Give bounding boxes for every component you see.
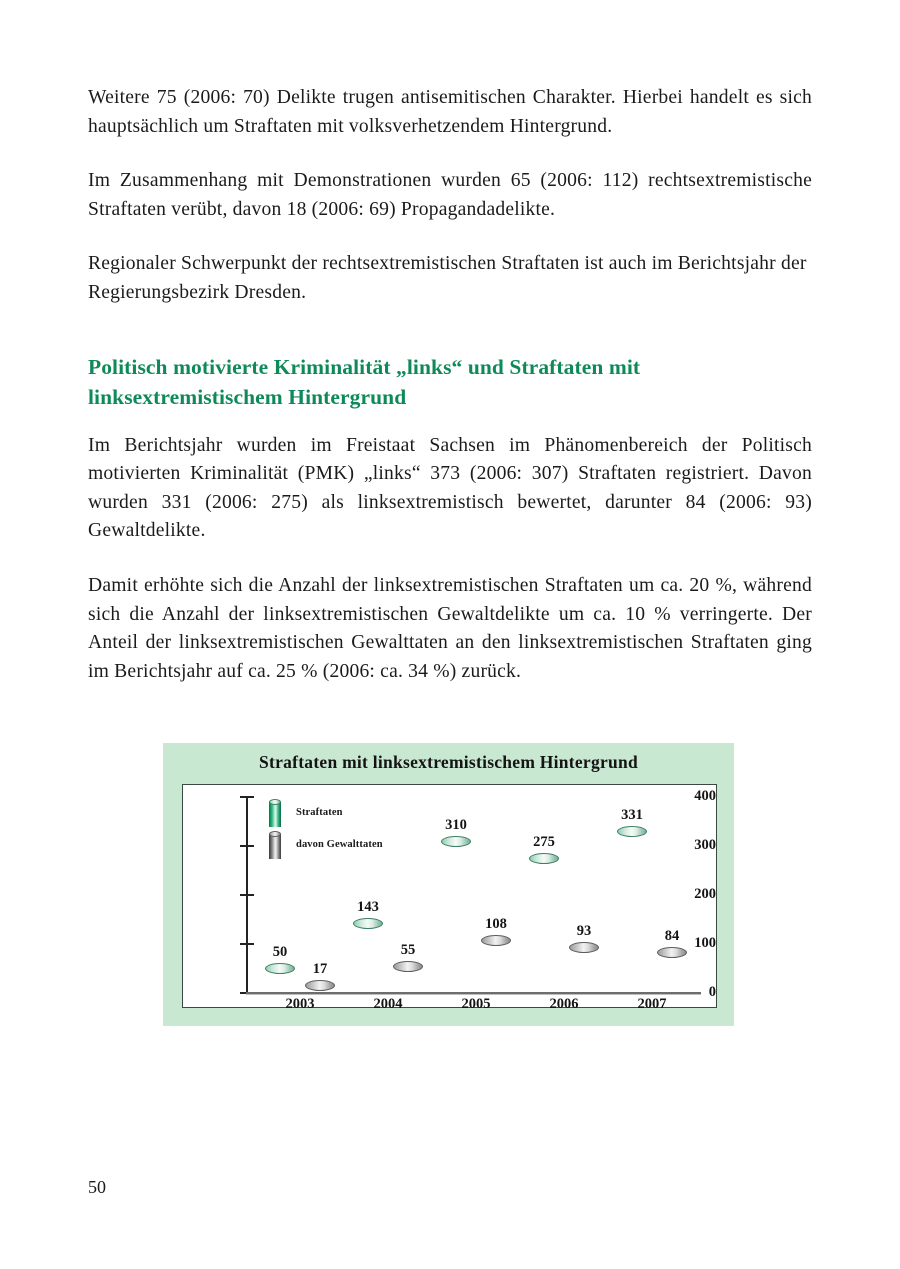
x-axis-label-2006: 2006 <box>549 996 579 1012</box>
bar-value-straftaten-2003: 50 <box>272 944 288 960</box>
chart-plot-area <box>182 784 717 1012</box>
y-axis-label-200: 200 <box>694 886 716 902</box>
y-axis-label-400: 400 <box>694 788 716 804</box>
bar-value-gewalttaten-2004: 55 <box>400 942 416 958</box>
bar-value-straftaten-2004: 143 <box>357 899 379 915</box>
legend-label-straftaten: Straftaten <box>296 807 343 818</box>
y-axis-label-0: 0 <box>708 984 716 1000</box>
paragraph-regional-focus: Regionaler Schwerpunkt der rechtsextremistischen Straftaten ist auch im Berichtsjahr der Regierungsbezirk Dresden. <box>88 253 807 303</box>
paragraph-demonstrations: Im Zusammenhang mit Demonstrationen wurden 65 (2006: 112) rechtsextremistische Straftaten verübt, davon 18 (2006: 69) Propagandadelikte. <box>88 170 812 220</box>
x-axis-label-2007: 2007 <box>637 996 667 1012</box>
y-axis-label-100: 100 <box>694 935 716 951</box>
bar-gewalttaten-2004 <box>393 942 423 993</box>
bar-gewalttaten-2003 <box>305 961 335 993</box>
bar-straftaten-2004 <box>353 899 383 993</box>
chart-axes <box>183 785 716 1012</box>
y-tick-400 <box>240 796 254 798</box>
bar-gewalttaten-2006 <box>569 923 599 993</box>
bar-value-straftaten-2006: 275 <box>533 834 555 850</box>
bar-value-gewalttaten-2007: 84 <box>664 928 680 944</box>
bar-gewalttaten-2005 <box>481 916 511 993</box>
page-number: 50 <box>88 1177 106 1197</box>
chart-panel <box>163 743 734 1026</box>
body-text-column <box>88 84 812 712</box>
section-heading-wrapper <box>88 352 812 412</box>
paragraph-antisemitic-offences: Weitere 75 (2006: 70) Delikte trugen antisemitischen Charakter. Hierbei handelt es sich hauptsächlich um Straftaten mit volksverhetzendem Hintergrund. <box>88 87 812 137</box>
bar-value-gewalttaten-2005: 108 <box>485 916 507 932</box>
y-axis-label-300: 300 <box>694 837 716 853</box>
x-axis-label-2004: 2004 <box>373 996 403 1012</box>
y-tick-300 <box>240 845 254 847</box>
legend-item-gewalttaten <box>269 829 459 861</box>
bar-value-gewalttaten-2006: 93 <box>576 923 592 939</box>
bar-value-gewalttaten-2003: 17 <box>312 961 328 977</box>
bar-value-straftaten-2007: 331 <box>621 807 643 823</box>
paragraph-percentage-change: Damit erhöhte sich die Anzahl der linksextremistischen Straftaten um ca. 20 %, während sich die Anzahl der linksextremistischen Gewaltdelikte um ca. 10 % verringerte. Der Anteil der linksextremistischen Gewalttaten an den linksextremistischen Straftaten ging im Berichtsjahr auf ca. 25 % (2006: ca. 34 %) zurück. <box>88 574 812 682</box>
x-axis-baseline-shadow <box>246 994 701 995</box>
bar-straftaten-2007 <box>617 807 647 993</box>
x-axis-label-2005: 2005 <box>461 996 491 1012</box>
legend-cylinder-green-icon <box>269 799 281 827</box>
paragraph-pmk-statistics: Im Berichtsjahr wurden im Freistaat Sachsen im Phänomenbereich der Politisch motivierten Kriminalität (PMK) „links“ 373 (2006: 307) Straftaten registriert. Davon wurden 331 (2006: 275) als linksextremistisch bewertet, darunter 84 (2006: 93) Gewaltdelikte. <box>88 434 812 542</box>
bar-gewalttaten-2007 <box>657 928 687 993</box>
legend-cylinder-gray-icon <box>269 831 281 859</box>
section-heading-pmk-links: Politisch motivierte Kriminalität „links“ und Straftaten mit linksextremistischem Hintergrund <box>88 354 641 409</box>
y-tick-200 <box>240 894 254 896</box>
chart-title: Straftaten mit linksextremistischem Hintergrund <box>259 752 638 772</box>
legend-label-gewalttaten: davon Gewalttaten <box>296 839 383 850</box>
x-axis-label-2003: 2003 <box>285 996 315 1012</box>
bar-value-straftaten-2005: 310 <box>445 817 467 833</box>
